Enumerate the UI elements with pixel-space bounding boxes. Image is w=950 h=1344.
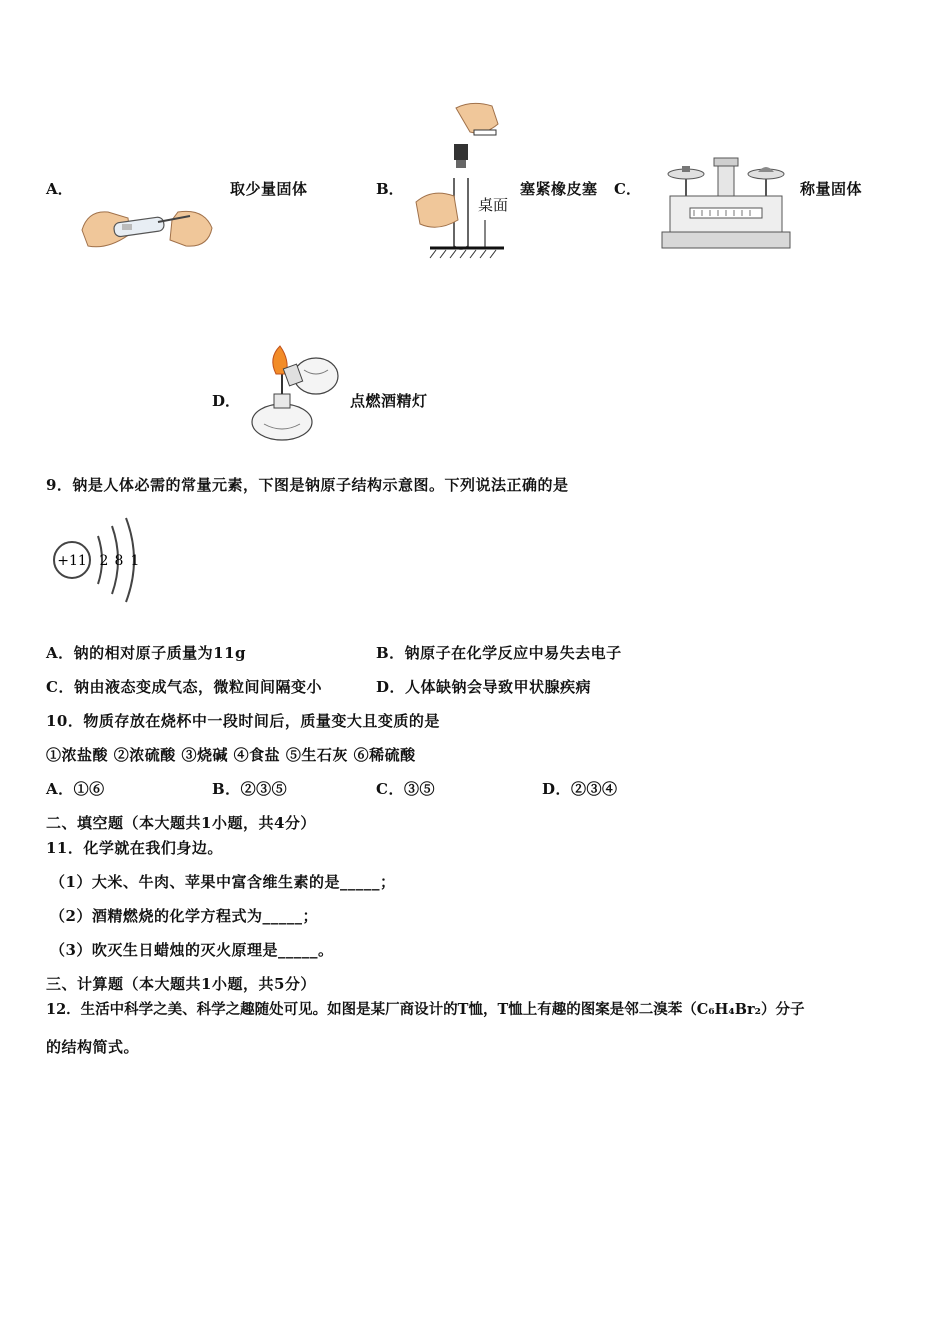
q11-part-3: （3）吹灭生日蜡烛的灭火原理是_____。: [50, 941, 334, 959]
option-d-image: [246, 344, 342, 448]
option-b-label: B．: [376, 180, 404, 198]
section-2-heading: 二、填空题（本大题共1小题，共4分）: [46, 814, 316, 832]
q10-items: ①浓盐酸 ②浓硫酸 ③烧碱 ④食盐 ⑤生石灰 ⑥稀硫酸: [46, 746, 416, 764]
q9-option-c: C．钠由液态变成气态，微粒间间隔变小: [46, 678, 322, 696]
shell-1-electrons: 2: [99, 553, 109, 569]
q10-stem: 10．物质存放在烧杯中一段时间后，质量变大且变质的是: [46, 712, 440, 730]
option-a-image: [78, 200, 218, 258]
q9-option-a: A．钠的相对原子质量为11g: [46, 644, 247, 662]
q12-line-1: 12．生活中科学之美、科学之趣随处可见。如图是某厂商设计的T恤，T恤上有趣的图案是邻二溴苯（C₆H₄Br₂）分子: [46, 1001, 805, 1018]
q9-option-d: D．人体缺钠会导致甲状腺疾病: [376, 678, 592, 696]
desk-label: 桌面: [478, 196, 509, 214]
option-b-caption: 塞紧橡皮塞: [520, 180, 598, 198]
option-c-caption: 称量固体: [800, 180, 863, 198]
q10-option-b: B．②③⑤: [212, 780, 288, 798]
q11-stem: 11．化学就在我们身边。: [46, 839, 223, 857]
option-d-label: D．: [212, 392, 241, 410]
option-c-label: C．: [614, 180, 641, 198]
nucleus-charge: +11: [57, 553, 87, 569]
q12-line-2: 的结构简式。: [46, 1038, 140, 1056]
q9-option-b: B．钠原子在化学反应中易失去电子: [376, 644, 622, 662]
option-c-image: [656, 156, 796, 252]
q9-stem: 9．钠是人体必需的常量元素，下图是钠原子结构示意图。下列说法正确的是: [46, 476, 569, 494]
sodium-atom-diagram: [46, 514, 146, 606]
section-3-heading: 三、计算题（本大题共1小题，共5分）: [46, 975, 316, 993]
q10-option-d: D．②③④: [542, 780, 618, 798]
shell-3-electrons: 1: [130, 553, 140, 569]
q10-option-a: A．①⑥: [46, 780, 105, 798]
q10-option-c: C．③⑤: [376, 780, 435, 798]
option-a-caption: 取少量固体: [230, 180, 308, 198]
option-d-caption: 点燃酒精灯: [350, 392, 428, 410]
option-b-image: [412, 100, 512, 260]
option-a-label: A．: [46, 180, 73, 198]
q11-part-2: （2）酒精燃烧的化学方程式为_____；: [50, 907, 318, 925]
shell-2-electrons: 8: [114, 553, 124, 569]
q11-part-1: （1）大米、牛肉、苹果中富含维生素的是_____；: [50, 873, 396, 891]
